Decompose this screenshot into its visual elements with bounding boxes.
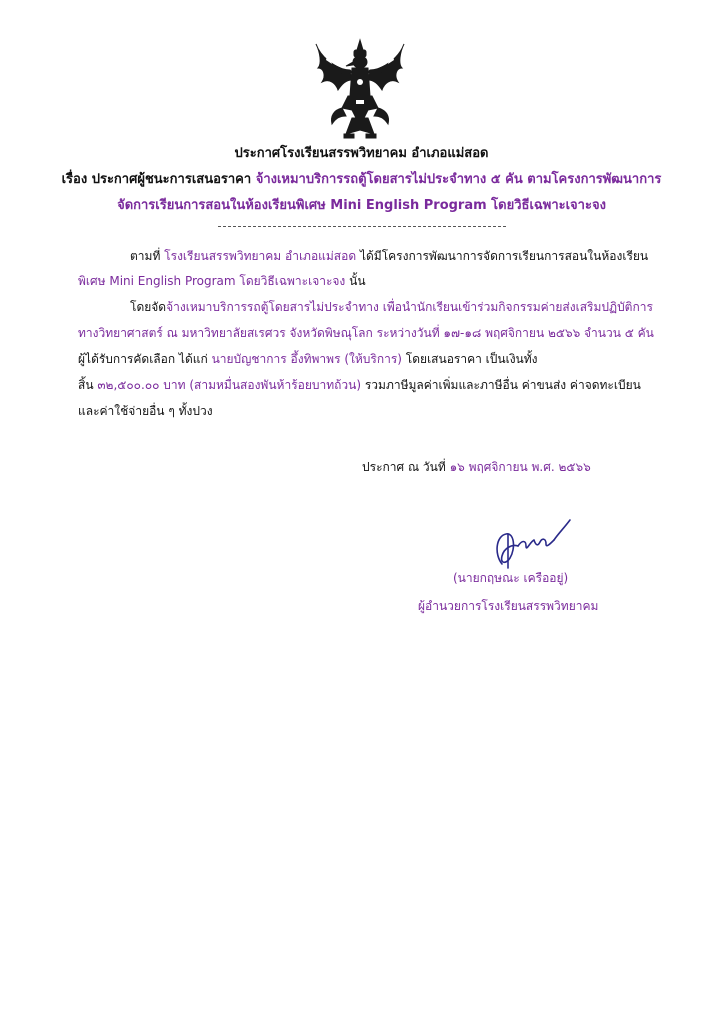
paragraph-2-line-2: [78, 324, 654, 342]
school-name: โรงเรียนสรรพวิทยาคม อำเภอแม่สอด: [164, 249, 357, 263]
price-amount: ๓๒,๕๐๐.๐๐ บาท (สามหมื่นสองพันห้าร้อยบาทถ้วน): [97, 378, 362, 392]
paragraph-2-line-4: [78, 376, 641, 394]
announcement-date: [362, 458, 591, 476]
paragraph-2-line-3: [78, 350, 538, 368]
date-value: ๑๖ พฤศจิกายน พ.ศ. ๒๕๖๖: [449, 460, 591, 474]
service-description: จ้างเหมาบริการรถตู้โดยสารไม่ประจำทาง เพื่อนำนักเรียนเข้าร่วมกิจกรรมค่ายส่งเสริมปฏิบัติการ: [166, 300, 653, 314]
garuda-emblem-icon: [308, 38, 412, 142]
subject-line3: จัดการเรียนการสอนในห้องเรียนพิเศษ Mini English Program โดยวิธีเฉพาะเจาะจง: [117, 198, 606, 213]
header-line1: ประกาศโรงเรียนสรรพวิทยาคม อำเภอแม่สอด: [234, 146, 489, 161]
text-span: โดยเสนอราคา เป็นเงินทั้ง: [401, 352, 538, 366]
program-name: พิเศษ Mini English Program โดยวิธีเฉพาะเจาะจง: [78, 274, 346, 288]
subject-prefix: เรื่อง ประกาศผู้ชนะการเสนอราคา: [61, 172, 252, 187]
text-span: โดยจัด: [130, 300, 167, 314]
text-span: ผู้ได้รับการคัดเลือก ได้แก่: [78, 352, 212, 366]
text-span: และค่าใช้จ่ายอื่น ๆ ทั้งปวง: [78, 404, 213, 418]
text-span: สิ้น: [78, 378, 98, 392]
text-span: ได้มีโครงการพัฒนาการจัดการเรียนการสอนในห้องเรียน: [356, 249, 649, 263]
date-label: ประกาศ ณ วันที่: [362, 460, 450, 474]
signer-name: [453, 569, 568, 587]
signer-position-text: ผู้อำนวยการโรงเรียนสรรพวิทยาคม: [418, 599, 599, 613]
announcement-title: [0, 144, 723, 164]
announcement-subject: [0, 170, 723, 190]
signer-position: [418, 597, 598, 615]
paragraph-2-line-5: [78, 402, 213, 420]
winner-name: นายบัญชาการ อึ้งทิพาพร (ให้บริการ): [211, 352, 402, 366]
signer-name-text: (นายกฤษณะ เครืออยู่): [453, 571, 569, 585]
subject-text: จ้างเหมาบริการรถตู้โดยสารไม่ประจำทาง ๕ คัน ตามโครงการพัฒนาการ: [255, 172, 662, 187]
text-span: ตามที่: [130, 249, 165, 263]
service-details: ทางวิทยาศาสตร์ ณ มหาวิทยาลัยสเรศวร จังหวัดพิษณุโลก ระหว่างวันที่ ๑๗-๑๘ พฤศจิกายน ๒๕๖๖ จำนวน ๕ คัน: [78, 326, 654, 340]
paragraph-2-line-1: [130, 298, 653, 316]
text-span: รวมภาษีมูลค่าเพิ่มและภาษีอื่น ค่าขนส่ง ค่าจดทะเบียน: [361, 378, 641, 392]
divider: [218, 226, 506, 227]
handwritten-signature-icon: [488, 514, 580, 572]
announcement-subject-cont: [0, 196, 723, 216]
text-span: นั้น: [345, 274, 366, 288]
paragraph-1-line-1: [130, 247, 648, 265]
paragraph-1-line-2: [78, 272, 366, 290]
